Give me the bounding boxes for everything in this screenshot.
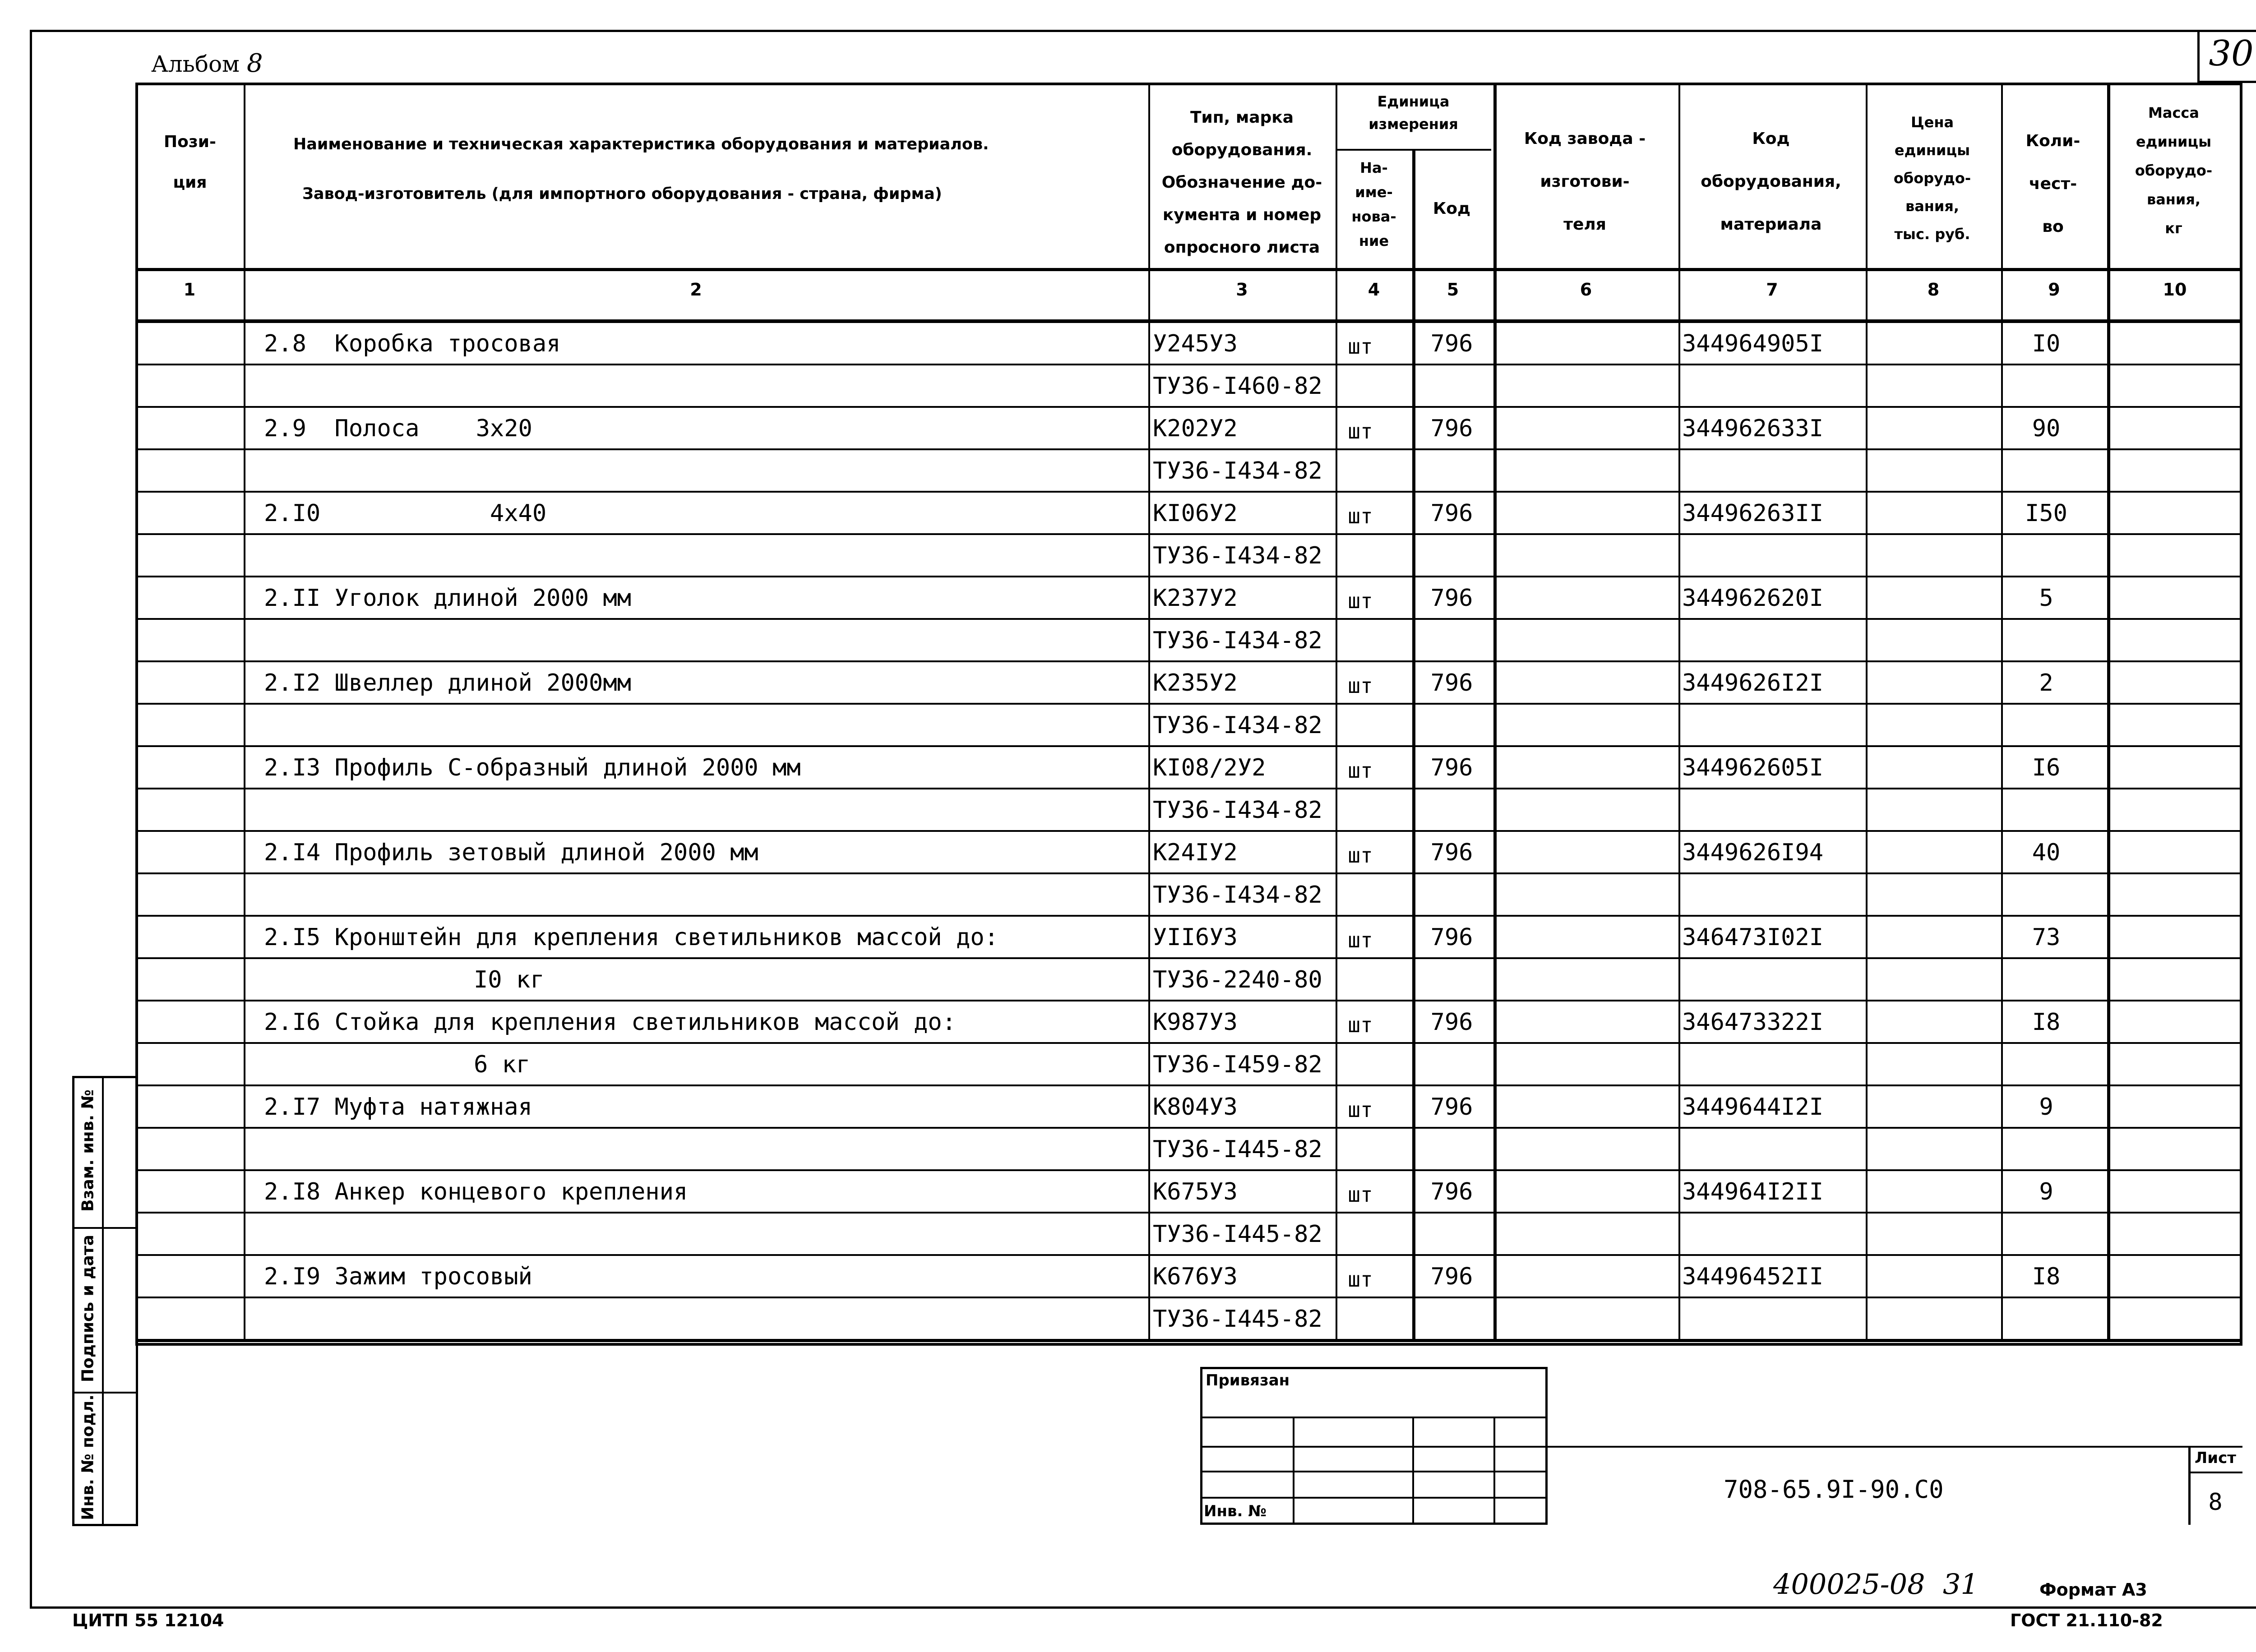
stamp-line xyxy=(1200,1497,1548,1499)
item-equipment-code: 34496452II xyxy=(1682,1263,1824,1290)
footer-format: Формат А3 xyxy=(2039,1580,2147,1600)
header-equipment-code: Код оборудования, материала xyxy=(1701,129,1841,234)
item-name: 2.I4 Профиль зетовый длиной 2000 мм xyxy=(264,839,758,866)
header-mass: Масса единицы оборудо- вания, кг xyxy=(2135,104,2213,237)
row-line xyxy=(135,1339,2242,1342)
item-unit: шт xyxy=(1348,334,1373,359)
item-unit: шт xyxy=(1348,674,1373,698)
item-document: ТУ36-I445-82 xyxy=(1153,1136,1322,1163)
stamp-vline xyxy=(1293,1417,1294,1525)
item-unit: шт xyxy=(1348,1182,1373,1207)
row-line xyxy=(135,448,2242,450)
item-unit: шт xyxy=(1348,504,1373,528)
item-equipment-code: 346473322I xyxy=(1682,1009,1824,1036)
item-unit: шт xyxy=(1348,1098,1373,1122)
item-quantity: I8 xyxy=(2032,1009,2061,1036)
item-name: 2.I6 Стойка для крепления светильников массой до: xyxy=(264,1009,957,1036)
row-line xyxy=(135,872,2242,874)
item-name: 2.8 Коробка тросовая xyxy=(264,330,561,357)
item-equipment-code: 3449644I2I xyxy=(1682,1094,1824,1121)
column-number: 4 xyxy=(1368,280,1380,300)
header-unit: Единица измерения xyxy=(1368,93,1458,133)
item-type: К202У2 xyxy=(1153,415,1238,442)
top-page-number: 30 xyxy=(2209,33,2254,74)
item-name: 2.II Уголок длиной 2000 мм xyxy=(264,585,631,612)
item-name: 2.I2 Швеллер длиной 2000мм xyxy=(264,669,631,697)
item-document: ТУ36-I434-82 xyxy=(1153,627,1322,654)
item-unit: шт xyxy=(1348,758,1373,783)
item-document: ТУ36-I434-82 xyxy=(1153,797,1322,824)
item-unit-code: 796 xyxy=(1430,1009,1473,1036)
item-unit-code: 796 xyxy=(1430,415,1473,442)
row-line xyxy=(135,703,2242,705)
item-document: ТУ36-I445-82 xyxy=(1153,1306,1322,1333)
item-name: 2.I7 Муфта натяжная xyxy=(264,1094,532,1121)
album-label xyxy=(151,49,263,78)
item-unit-code: 796 xyxy=(1430,1263,1473,1290)
side-label-original-inv: Инв. № подл. xyxy=(79,1394,97,1520)
row-line xyxy=(135,618,2242,620)
item-type: КI08/2У2 xyxy=(1153,754,1266,781)
item-name-cont: I0 кг xyxy=(474,966,545,993)
handwritten-archive-number: 400025-08 31 xyxy=(1773,1568,1979,1601)
row-line xyxy=(135,1084,2242,1086)
item-document: ТУ36-I434-82 xyxy=(1153,542,1322,569)
item-name: 2.I3 Профиль С-образный длиной 2000 мм xyxy=(264,754,801,781)
item-quantity: I50 xyxy=(2025,500,2067,527)
item-type: К804У3 xyxy=(1153,1094,1238,1121)
item-quantity: 90 xyxy=(2032,415,2061,442)
footer-gost: ГОСТ 21.110-82 xyxy=(2010,1610,2163,1630)
item-equipment-code: 3449626I94 xyxy=(1682,839,1824,866)
item-document: ТУ36-I434-82 xyxy=(1153,712,1322,739)
album-label-text: Альбом xyxy=(151,51,240,77)
row-line xyxy=(135,1169,2242,1171)
item-type: К676У3 xyxy=(1153,1263,1238,1290)
item-quantity: 40 xyxy=(2032,839,2061,866)
item-unit-code: 796 xyxy=(1430,924,1473,951)
inv-no-label: Инв. № xyxy=(1204,1502,1267,1520)
item-name: 2.9 Полоса 3х20 xyxy=(264,415,532,442)
item-document: ТУ36-I434-82 xyxy=(1153,881,1322,909)
row-line xyxy=(135,745,2242,747)
column-number: 8 xyxy=(1927,280,1940,300)
header-type: Тип, марка оборудования. Обозначение до- кумента и номер опросного листа xyxy=(1161,108,1322,257)
item-unit-code: 796 xyxy=(1430,330,1473,357)
row-line xyxy=(135,1297,2242,1298)
footer-citp: ЦИТП 55 12104 xyxy=(72,1610,224,1630)
item-type: КI06У2 xyxy=(1153,500,1238,527)
column-number: 1 xyxy=(183,280,196,300)
row-line xyxy=(135,915,2242,917)
stamp-line xyxy=(1200,1446,1548,1448)
item-type: К675У3 xyxy=(1153,1178,1238,1205)
item-quantity: 5 xyxy=(2039,585,2053,612)
item-type: УII6У3 xyxy=(1153,924,1238,951)
item-unit: шт xyxy=(1348,1013,1373,1037)
column-number: 2 xyxy=(690,280,702,300)
item-type: К24IУ2 xyxy=(1153,839,1238,866)
item-equipment-code: 3449626I2I xyxy=(1682,669,1824,697)
item-equipment-code: 346473I02I xyxy=(1682,924,1824,951)
item-unit-code: 796 xyxy=(1430,839,1473,866)
stamp-line xyxy=(1200,1417,1548,1418)
header-unit-name: На- име- нова- ние xyxy=(1351,159,1396,249)
item-quantity: 9 xyxy=(2039,1094,2053,1121)
sheet-label: Лист xyxy=(2195,1449,2236,1467)
document-code: 708-65.9I-90.С0 xyxy=(1724,1475,1944,1504)
row-line xyxy=(135,830,2242,832)
column-number: 9 xyxy=(2048,280,2060,300)
row-line xyxy=(135,660,2242,662)
column-divider xyxy=(1412,149,1415,1339)
item-document: ТУ36-I460-82 xyxy=(1153,373,1322,400)
header-position: Пози- ция xyxy=(164,133,216,192)
row-line xyxy=(135,957,2242,959)
column-number: 5 xyxy=(1447,280,1459,300)
item-unit-code: 796 xyxy=(1430,585,1473,612)
item-quantity: 73 xyxy=(2032,924,2061,951)
item-equipment-code: 344964905I xyxy=(1682,330,1824,357)
side-label-signature-date: Подпись и дата xyxy=(79,1235,97,1382)
item-name-cont: 6 кг xyxy=(474,1051,531,1078)
item-quantity: 2 xyxy=(2039,669,2053,697)
column-number: 7 xyxy=(1766,280,1778,300)
item-unit-code: 796 xyxy=(1430,1178,1473,1205)
item-unit-code: 796 xyxy=(1430,754,1473,781)
item-unit: шт xyxy=(1348,589,1373,613)
row-line xyxy=(135,576,2242,577)
item-quantity: I8 xyxy=(2032,1263,2061,1290)
item-document: ТУ36-I459-82 xyxy=(1153,1051,1322,1078)
item-equipment-code: 344962605I xyxy=(1682,754,1824,781)
unit-header-split-line xyxy=(1336,149,1491,151)
item-unit: шт xyxy=(1348,1267,1373,1292)
header-name: Наименование и техническая характеристика оборудования и материалов. Завод-изготовитель (для импортного оборудования - страна, фирма) xyxy=(293,135,989,203)
header-price: Цена единицы оборудо- вания, тыс. руб. xyxy=(1893,114,1971,243)
row-line xyxy=(135,1212,2242,1214)
item-unit-code: 796 xyxy=(1430,1094,1473,1121)
privyazan-label: Привязан xyxy=(1206,1371,1290,1389)
side-label-replaced-inv: Взам. инв. № xyxy=(79,1089,97,1212)
header-bottom-line xyxy=(135,268,2242,271)
column-number: 10 xyxy=(2163,280,2187,300)
stamp-vline xyxy=(1412,1417,1414,1525)
column-number: 3 xyxy=(1236,280,1248,300)
header-quantity: Коли- чест- во xyxy=(2025,132,2080,236)
item-equipment-code: 34496263II xyxy=(1682,500,1824,527)
row-line xyxy=(135,321,2242,323)
header-unit-code: Код xyxy=(1433,199,1471,218)
row-line xyxy=(135,1127,2242,1129)
sheet-box-line xyxy=(2188,1472,2242,1473)
item-unit: шт xyxy=(1348,843,1373,868)
item-document: ТУ36-2240-80 xyxy=(1153,966,1322,993)
item-equipment-code: 344962620I xyxy=(1682,585,1824,612)
stamp-vline xyxy=(1493,1417,1495,1525)
item-name: 2.I9 Зажим тросовый xyxy=(264,1263,532,1290)
title-block-line xyxy=(1548,1446,2242,1448)
row-line xyxy=(135,406,2242,408)
item-equipment-code: 344964I2II xyxy=(1682,1178,1824,1205)
stamp-line xyxy=(1200,1471,1548,1472)
album-number: 8 xyxy=(246,49,263,78)
row-line xyxy=(135,364,2242,365)
item-unit-code: 796 xyxy=(1430,669,1473,697)
item-unit: шт xyxy=(1348,419,1373,443)
row-line xyxy=(135,1000,2242,1001)
row-line xyxy=(135,1042,2242,1044)
column-number: 6 xyxy=(1580,280,1592,300)
row-line xyxy=(135,788,2242,789)
side-strip-vline xyxy=(102,1076,104,1526)
item-type: К987У3 xyxy=(1153,1009,1238,1036)
item-equipment-code: 344962633I xyxy=(1682,415,1824,442)
item-name: 2.I0 4х40 xyxy=(264,500,547,527)
row-line xyxy=(135,1254,2242,1256)
item-unit: шт xyxy=(1348,928,1373,952)
item-document: ТУ36-I445-82 xyxy=(1153,1221,1322,1248)
item-type: У245У3 xyxy=(1153,330,1238,357)
item-type: К237У2 xyxy=(1153,585,1238,612)
item-quantity: 9 xyxy=(2039,1178,2053,1205)
row-line xyxy=(135,533,2242,535)
item-quantity: I0 xyxy=(2032,330,2061,357)
item-unit-code: 796 xyxy=(1430,500,1473,527)
sheet-number: 8 xyxy=(2208,1489,2223,1516)
item-document: ТУ36-I434-82 xyxy=(1153,457,1322,485)
header-factory-code: Код завода - изготови- теля xyxy=(1524,129,1646,234)
item-quantity: I6 xyxy=(2032,754,2061,781)
item-name: 2.I5 Кронштейн для крепления светильников массой до: xyxy=(264,924,999,951)
item-name: 2.I8 Анкер концевого крепления xyxy=(264,1178,688,1205)
row-line xyxy=(135,491,2242,493)
item-type: К235У2 xyxy=(1153,669,1238,697)
